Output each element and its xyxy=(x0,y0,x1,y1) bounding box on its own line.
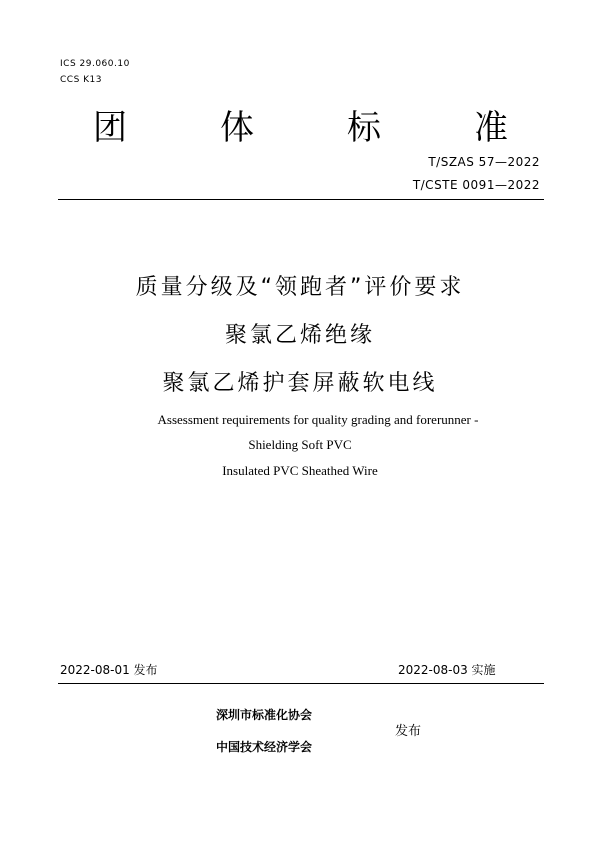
title-en-line: Assessment requirements for quality grading and forerunner - xyxy=(157,412,479,427)
ics-code: ICS 29.060.10 xyxy=(60,59,130,69)
standard-code: T/SZAS 57—2022 xyxy=(428,155,540,169)
publish-date: 2022-08-01 发布 xyxy=(60,663,158,677)
category-char: 准 xyxy=(474,108,508,148)
category-char: 体 xyxy=(220,108,254,148)
ccs-code: CCS K13 xyxy=(60,75,102,85)
standard-code: T/CSTE 0091—2022 xyxy=(412,178,540,192)
title-cn-line: 聚氯乙烯护套屏蔽软电线 xyxy=(162,371,438,396)
category-char: 标 xyxy=(347,108,381,148)
category-char: 团 xyxy=(93,108,127,148)
publisher: 中国技术经济学会 xyxy=(216,740,313,754)
title-en-line: Insulated PVC Sheathed Wire xyxy=(222,463,378,478)
divider xyxy=(58,199,544,200)
implement-date: 2022-08-03 实施 xyxy=(398,663,496,677)
publisher: 深圳市标准化协会 xyxy=(216,708,313,722)
title-cn-line: 质量分级及“领跑者”评价要求 xyxy=(135,275,465,300)
divider xyxy=(58,683,544,684)
publish-label: 发布 xyxy=(395,724,422,739)
title-en-line: Shielding Soft PVC xyxy=(248,437,352,452)
title-cn-line: 聚氯乙烯绝缘 xyxy=(224,323,375,348)
